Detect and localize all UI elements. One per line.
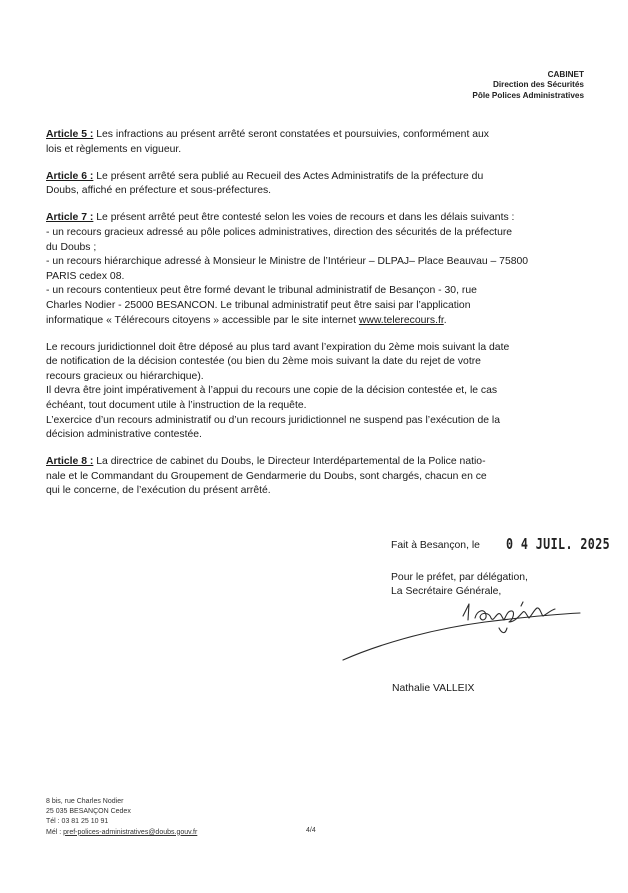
fait-a-besancon: Fait à Besançon, le (391, 540, 480, 551)
article-8-line-2: nale et le Commandant du Groupement de Gendarmerie du Doubs, sont chargés, chacun en ce (46, 470, 487, 482)
article-8-line-3: qui le concerne, de l’exécution du présent arrêté. (46, 485, 271, 497)
delegation-line-2: La Secrétaire Générale, (391, 585, 502, 597)
article-7-line-2: - un recours gracieux adressé au pôle polices administratives, direction des sécurités de la préfecture (46, 226, 513, 238)
article-5-line-2: lois et règlements en vigueur. (46, 143, 182, 155)
header-pole: Pôle Polices Administratives (472, 90, 584, 100)
footer-mail-label: Mél : (46, 828, 64, 836)
footer-address-2: 25 035 BESANÇON Cedex (46, 808, 131, 816)
delegation-line-1: Pour le préfet, par délégation, (391, 572, 528, 583)
article-5-label: Article 5 : (46, 129, 94, 140)
page-number: 4/4 (306, 827, 316, 834)
recours-line-3: recours gracieux ou hiérarchique). (46, 370, 204, 382)
header-direction: Direction des Sécurités (492, 80, 584, 90)
article-8-line-1: La directrice de cabinet du Doubs, le Directeur Interdépartemental de la Police natio- (93, 456, 486, 468)
article-6-line-1: Le présent arrêté sera publié au Recueil des Actes Administratifs de la préfecture du (93, 170, 484, 182)
article-7-line-7: Charles Nodier - 25000 BESANCON. Le tribunal administratif peut être saisi par l’application (46, 299, 471, 311)
article-5 (46, 128, 584, 157)
article-7 (46, 211, 584, 328)
telerecours-link[interactable]: www.telerecours.fr (358, 314, 444, 326)
recours-line-5: échéant, tout document utile à l’instruction de la requête. (46, 400, 307, 411)
article-7-line-8-end: . (443, 314, 447, 326)
article-8 (46, 455, 584, 499)
recours-line-6: L’exercice d’un recours administratif ou d’un recours juridictionnel ne suspend pas l’exécution de la (46, 414, 500, 426)
date-stamp: 0 4 JUIL. 2025 (506, 535, 611, 553)
article-6-label: Article 6 : (46, 170, 94, 182)
handwritten-signature (335, 598, 585, 668)
article-7-line-4: - un recours hiérarchique adressé à Monsieur le Ministre de l’Intérieur – DLPAJ– Place Beauvau – 75800 (46, 256, 529, 268)
footer-mail-link[interactable]: pref-polices-administratives@doubs.gouv.fr (63, 828, 198, 836)
article-6 (46, 170, 584, 199)
recours-line-4: Il devra être joint impérativement à l’appui du recours une copie de la décision contestée et, le cas (46, 385, 498, 397)
document-body (46, 128, 584, 512)
article-7-line-6: - un recours contentieux peut être formé devant le tribunal administratif de Besançon - 30, rue (46, 285, 477, 297)
article-6-line-2: Doubs, affiché en préfecture et sous-préfectures. (46, 185, 272, 197)
header-cabinet: CABINET (547, 70, 584, 79)
recours-line-1: Le recours juridictionnel doit être déposé au plus tard avant l’expiration du 2ème mois suivant la date (46, 341, 510, 353)
recours-line-7: décision administrative contestée. (46, 429, 202, 441)
header-block (472, 70, 584, 101)
article-8-label: Article 8 : (46, 456, 94, 468)
recours-line-2: de notification de la décision contestée (ou bien du 2ème mois suivant la date du rejet de votre (46, 356, 481, 368)
article-7-line-8: informatique « Télérecours citoyens » accessible par le site internet (46, 314, 359, 326)
footer-tel: Tél : 03 81 25 10 91 (46, 818, 109, 826)
recours-paragraph (46, 341, 584, 443)
signatory-name: Nathalie VALLEIX (392, 683, 475, 694)
article-7-label: Article 7 : (46, 212, 94, 224)
article-7-line-5: PARIS cedex 08. (46, 270, 125, 282)
footer-contact (46, 797, 197, 838)
footer-address-1: 8 bis, rue Charles Nodier (46, 798, 124, 805)
article-5-line-1: Les infractions au présent arrêté seront constatées et poursuivies, conformément aux (93, 129, 489, 140)
article-7-line-1: Le présent arrêté peut être contesté selon les voies de recours et dans les délais suivants : (93, 212, 515, 224)
delegation-block (391, 571, 528, 599)
article-7-line-3: du Doubs ; (46, 241, 97, 253)
